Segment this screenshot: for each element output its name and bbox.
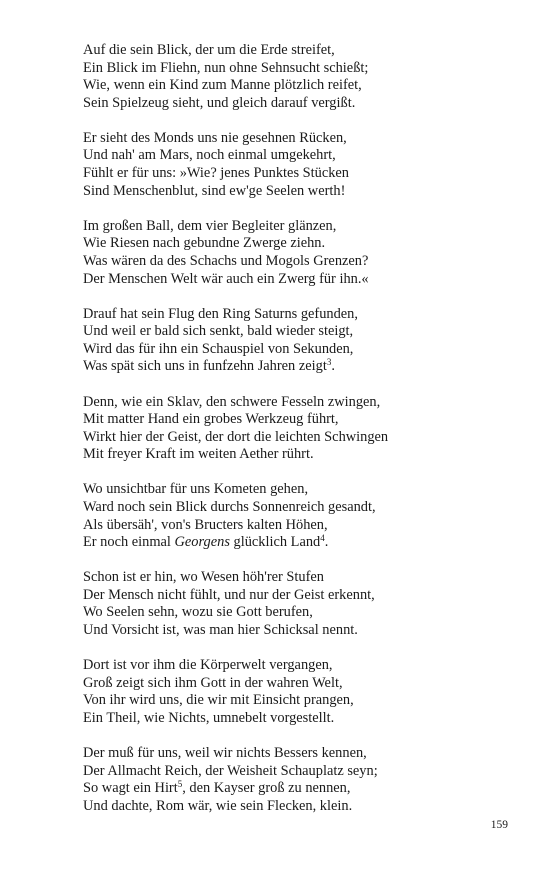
verse-text: Ward noch sein Blick durchs Sonnenreich gesandt, bbox=[83, 498, 376, 515]
verse-line bbox=[83, 183, 523, 201]
verse-line bbox=[83, 534, 523, 552]
verse-line bbox=[83, 446, 523, 464]
verse-text: Drauf hat sein Flug den Ring Saturns gefunden, bbox=[83, 305, 358, 322]
verse-line bbox=[83, 323, 523, 341]
stanza bbox=[83, 569, 523, 639]
verse-text: Wie, wenn ein Kind zum Manne plötzlich reifet, bbox=[83, 77, 362, 94]
verse-line bbox=[83, 587, 523, 605]
verse-text: Was wären da des Schachs und Mogols Grenzen? bbox=[83, 252, 369, 269]
verse-text: Denn, wie ein Sklav, den schwere Fesseln zwingen, bbox=[83, 393, 381, 410]
verse-text: Mit freyer Kraft im weiten Aether rührt. bbox=[83, 446, 314, 463]
verse-text: Sind Menschenblut, sind ew'ge Seelen werth! bbox=[83, 182, 346, 199]
footnote-marker: 5 bbox=[177, 779, 183, 790]
verse-line bbox=[83, 235, 523, 253]
stanza bbox=[83, 306, 523, 376]
verse-line bbox=[83, 253, 523, 271]
verse-text: Wo Seelen sehn, wozu sie Gott berufen, bbox=[83, 604, 313, 621]
verse-text: Und weil er bald sich senkt, bald wieder steigt, bbox=[83, 323, 354, 340]
verse-text: Fühlt er für uns: »Wie? jenes Punktes Stücken bbox=[83, 165, 350, 182]
verse-text: . bbox=[324, 534, 329, 551]
verse-text: Er noch einmal bbox=[83, 534, 175, 551]
verse-text: Wirkt hier der Geist, der dort die leichten Schwingen bbox=[83, 428, 389, 445]
stanza bbox=[83, 218, 523, 288]
emphasized-text: Georgens bbox=[174, 534, 230, 551]
verse-text: glücklich Land bbox=[229, 534, 321, 551]
verse-text: Auf die sein Blick, der um die Erde streifet, bbox=[83, 42, 335, 58]
verse-line bbox=[83, 745, 523, 763]
footnote-marker: 4 bbox=[320, 533, 325, 544]
verse-text: Der Mensch nicht fühlt, und nur der Geist erkennt, bbox=[83, 586, 375, 603]
verse-text: Schon ist er hin, wo Wesen höh'rer Stufen bbox=[83, 569, 324, 586]
verse-text: Sein Spielzeug sieht, und gleich darauf vergißt. bbox=[83, 94, 356, 111]
stanza bbox=[83, 745, 523, 815]
verse-line bbox=[83, 710, 523, 728]
verse-line bbox=[83, 218, 523, 236]
verse-text: So wagt ein Hirt bbox=[83, 780, 178, 797]
verse-line bbox=[83, 657, 523, 675]
verse-text: Mit matter Hand ein grobes Werkzeug führt, bbox=[83, 411, 339, 428]
verse-text: . bbox=[331, 358, 335, 375]
verse-text: Wo unsichtbar für uns Kometen gehen, bbox=[83, 481, 309, 498]
verse-line bbox=[83, 130, 523, 148]
stanza bbox=[83, 481, 523, 551]
verse-line bbox=[83, 60, 523, 78]
stanza bbox=[83, 42, 523, 112]
verse-line bbox=[83, 77, 523, 95]
verse-line bbox=[83, 763, 523, 781]
stanza bbox=[83, 394, 523, 464]
verse-line bbox=[83, 358, 523, 376]
verse-line bbox=[83, 622, 523, 640]
verse-line bbox=[83, 517, 523, 535]
verse-line bbox=[83, 271, 523, 289]
verse-line bbox=[83, 95, 523, 113]
verse-text: Er sieht des Monds uns nie gesehnen Rücken, bbox=[83, 129, 347, 146]
verse-line bbox=[83, 411, 523, 429]
verse-text: Dort ist vor ihm die Körperwelt vergangen, bbox=[83, 657, 333, 674]
verse-line bbox=[83, 341, 523, 359]
verse-line bbox=[83, 604, 523, 622]
verse-line bbox=[83, 692, 523, 710]
verse-text: Der muß für uns, weil wir nichts Bessers kennen, bbox=[83, 745, 367, 761]
verse-line bbox=[83, 165, 523, 183]
verse-text: Im großen Ball, dem vier Begleiter glänzen, bbox=[83, 217, 337, 234]
verse-line bbox=[83, 675, 523, 693]
verse-text: Wird das für ihn ein Schauspiel von Sekunden, bbox=[83, 340, 354, 357]
verse-line bbox=[83, 42, 523, 60]
verse-text: Und Vorsicht ist, was man hier Schicksal nennt. bbox=[83, 622, 358, 639]
stanza bbox=[83, 657, 523, 727]
verse-line bbox=[83, 798, 523, 816]
verse-line bbox=[83, 780, 523, 798]
verse-line bbox=[83, 481, 523, 499]
verse-line bbox=[83, 429, 523, 447]
verse-line bbox=[83, 569, 523, 587]
verse-text: Von ihr wird uns, die wir mit Einsicht prangen, bbox=[83, 692, 354, 709]
verse-text: Ein Blick im Fliehn, nun ohne Sehnsucht schießt; bbox=[83, 59, 369, 76]
verse-text: , den Kayser groß zu nennen, bbox=[182, 780, 351, 797]
verse-text: Und dachte, Rom wär, wie sein Flecken, klein. bbox=[83, 797, 353, 814]
verse-line bbox=[83, 147, 523, 165]
verse-text: Groß zeigt sich ihm Gott in der wahren Welt, bbox=[83, 674, 343, 691]
verse-line bbox=[83, 499, 523, 517]
verse-text: Was spät sich uns in funfzehn Jahren zeigt bbox=[83, 358, 327, 375]
page-number: 159 bbox=[490, 819, 508, 831]
verse-text: Als übersäh', von's Bructers kalten Höhen, bbox=[83, 516, 328, 533]
footnote-marker: 3 bbox=[326, 357, 332, 368]
stanza bbox=[83, 130, 523, 200]
verse-line bbox=[83, 306, 523, 324]
verse-text: Ein Theil, wie Nichts, umnebelt vorgestellt. bbox=[83, 709, 335, 726]
verse-text: Der Menschen Welt wär auch ein Zwerg für ihn.« bbox=[83, 270, 369, 287]
verse-text: Wie Riesen nach gebundne Zwerge ziehn. bbox=[83, 235, 326, 252]
poem-text bbox=[83, 42, 523, 833]
verse-line bbox=[83, 394, 523, 412]
verse-text: Der Allmacht Reich, der Weisheit Schauplatz seyn; bbox=[83, 762, 378, 779]
verse-text: Und nah' am Mars, noch einmal umgekehrt, bbox=[83, 147, 336, 164]
